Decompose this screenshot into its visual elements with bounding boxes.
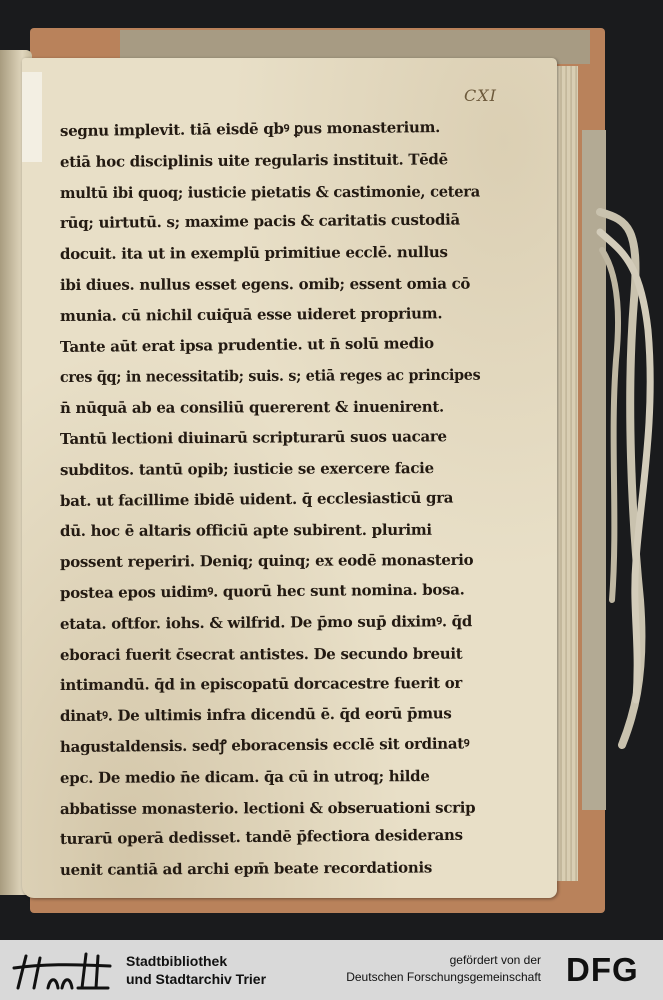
funding-notice	[346, 952, 541, 986]
library-name-line1: Stadtbibliothek	[126, 953, 228, 969]
manuscript-line: ibi diues. nullus esset egens. omib; essent omia cō	[59, 274, 471, 294]
manuscript-line: n̄ nūquā ab ea consiliū quererent & inuenirent.	[59, 397, 444, 418]
manuscript-line: subditos. tantū opib; iusticie se exercere facie	[59, 458, 434, 479]
dfg-logo: DFG	[566, 951, 639, 988]
manuscript-line: docuit. ita ut in exemplū primitiue ecclē. nullus	[59, 243, 448, 264]
manuscript-line: dinatꝰ. De ultimis infra dicendū ē. q̄d eorū p̄mus	[59, 704, 452, 726]
manuscript-line: etata. oftfor. iohs. & wilfrid. De p̄mo sup̄ diximꝰ. q̄d	[59, 611, 473, 633]
manuscript-line: intimandū. q̄d in episcopatū dorcacestre fuerit or	[59, 674, 463, 695]
manuscript-line: abbatisse monasterio. lectioni & obseruationi scrip	[59, 798, 476, 818]
library-name-line2: und Stadtarchiv Trier	[126, 971, 267, 987]
manuscript-text	[60, 116, 480, 886]
manuscript-line: hagustaldensis. sedꝭ eboracensis ecclē sit ordinatꝰ	[59, 734, 470, 756]
footer-bar	[0, 940, 663, 1000]
manuscript-line: etiā hoc disciplinis uite regularis instituit. Tēdē	[59, 150, 448, 171]
manuscript-line: multū ibi quoq; iusticie pietatis & castimonie, cetera	[59, 182, 480, 202]
manuscript-line: Tantū lectioni diuinarū scripturarū suos uacare	[59, 427, 447, 448]
manuscript-line: rūq; uirtutū. s; maxime pacis & caritatis custodiā	[59, 210, 461, 233]
manuscript-line: turarū operā dedisset. tandē p̄fectiora desiderans	[59, 826, 463, 849]
manuscript-line: munia. cū nichil cuiq̄uā esse uideret proprium.	[59, 304, 443, 325]
manuscript-line: postea epos uidimꝰ. quorū hec sunt nomina. bosa.	[59, 580, 465, 602]
manuscript-line: epc. De medio n̄e dicam. q̄a cū in utroq; hilde	[59, 766, 430, 787]
manuscript-line: eboraci fuerit c̄secrat antistes. De secundo breuit	[59, 644, 463, 664]
manuscript-line: cres q̄q; in necessitatib; suis. s; etiā reges ac principes	[59, 366, 481, 387]
funding-notice-line2: Deutschen Forschungsgemeinschaft	[346, 970, 541, 984]
manuscript-line: possent reperiri. Deniq; quinq; ex eodē monasterio	[59, 550, 474, 572]
manuscript-line: Tante aūt erat ipsa prudentie. ut n̄ solū medio	[59, 333, 434, 356]
manuscript-line: uenit cantiā ad archi epm̄ beate recordationis	[59, 858, 433, 880]
stadtbibliothek-logo	[12, 948, 114, 992]
folio-number: CXI	[464, 86, 497, 105]
manuscript-line: bat. ut facillime ibidē uident. q̄ ecclesiasticū gra	[59, 488, 454, 510]
manuscript-line: segnu implevit. tiā eisdē qbꝰ ꝑus monasterium.	[59, 118, 441, 140]
library-name	[126, 952, 266, 988]
manuscript-line: dū. hoc ē altaris officiū apte subirent. plurimi	[59, 521, 432, 541]
funding-notice-line1: gefördert von der	[449, 953, 541, 967]
